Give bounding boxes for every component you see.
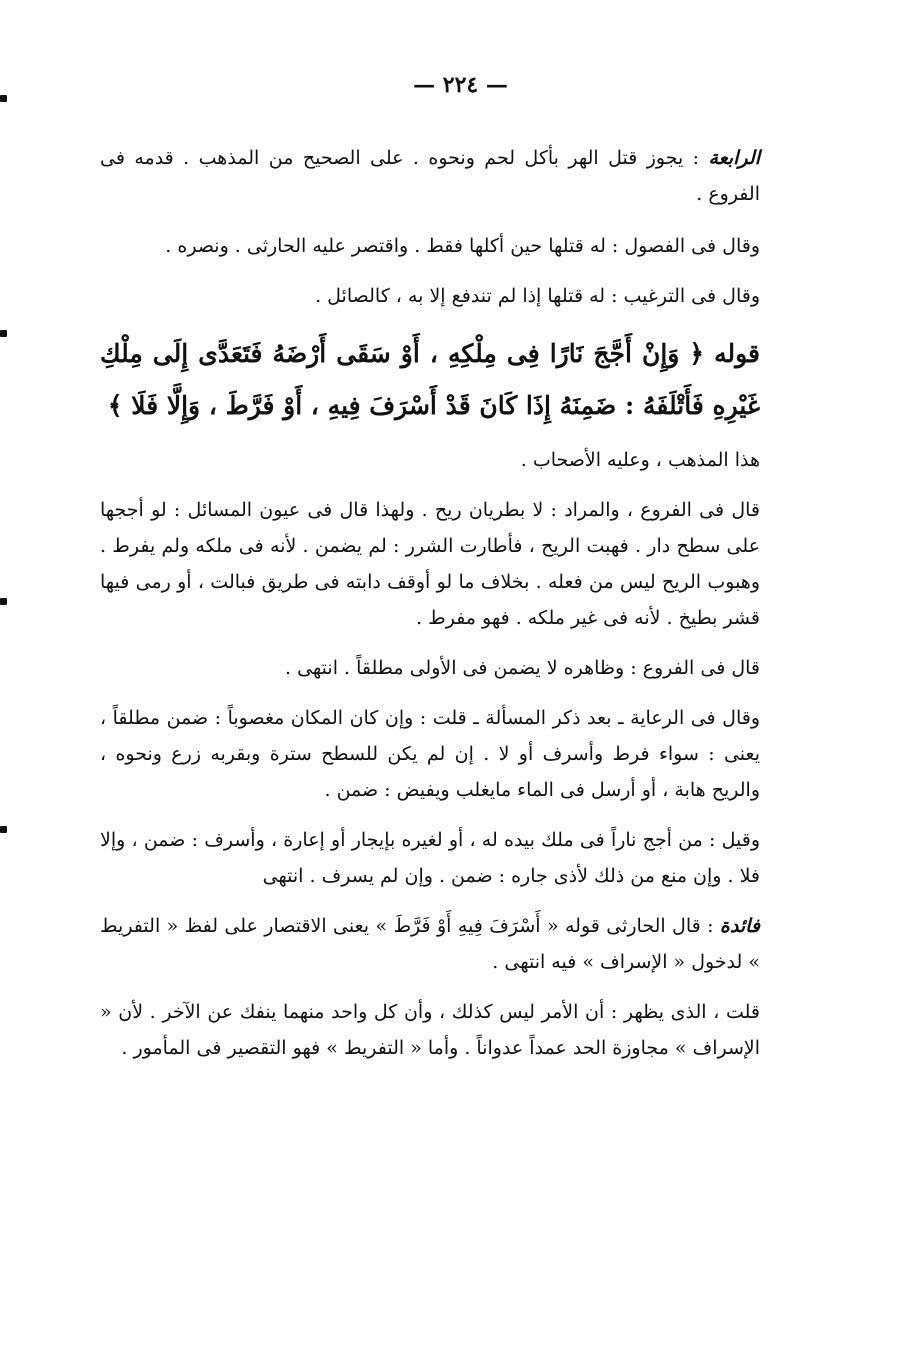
paragraph: قال فى الفروع : وظاهره لا يضمن فى الأولى مطلقاً . انتهى .	[285, 657, 760, 679]
paragraph: وقال فى الفصول : له قتلها حين أكلها فقط . واقتصر عليه الحارثى . ونصره .	[165, 235, 760, 257]
margin-mark	[0, 330, 7, 337]
section-lead-word: الرابعة	[708, 147, 760, 169]
paragraph: قلت ، الذى يظهر : أن الأمر ليس كذلك ، وأن كل واحد منهما ينفك عن الآخر . لأن « الإسراف » مجاوزة الحد عمداً عدواناً . وأما « التفريط » فهو التقصير فى المأمور .	[100, 1001, 760, 1059]
margin-mark	[0, 826, 7, 833]
quoted-text-passage: قوله ﴿ وَإِنْ أَجَّجَ نَارًا فِى مِلْكِهِ ، أَوْ سَقَى أَرْضَهُ فَتَعَدَّى إِلَى مِلْكِ غَيْرِهِ فَأَتْلَفَهُ : ضَمِنَهُ إِذَا كَانَ قَدْ أَسْرَفَ فِيهِ ، أَوْ فَرَّطَ ، وَإِلَّا فَلَا ﴾	[100, 339, 760, 420]
paragraph-text: : يجوز قتل الهر بأكل لحم ونحوه . على الصحيح من المذهب . قدمه فى الفروع .	[100, 147, 760, 205]
paragraph: وقال فى الرعاية ـ بعد ذكر المسألة ـ قلت : وإن كان المكان مغصوباً : ضمن مطلقاً ، يعنى : سواء فرط وأسرف أو لا . إن لم يكن للسطح سترة وبقربه زرع ونحوه ، والريح هابة ، أو أرسل فى الماء مايغلب ويفيض : ضمن .	[100, 707, 760, 801]
margin-mark	[0, 598, 7, 605]
paragraph-text: : قال الحارثى قوله « أَسْرَفَ فِيهِ أَوْ فَرَّطَ » يعنى الاقتصار على لفظ « التفريط » لدخول « الإسراف » فيه انتهى .	[100, 915, 760, 973]
section-lead-word: فائدة	[719, 915, 760, 937]
paragraph	[100, 908, 760, 980]
paragraph: وقال فى الترغيب : له قتلها إذا لم تندفع إلا به ، كالصائل .	[315, 285, 760, 307]
paragraph: قال فى الفروع ، والمراد : لا بطريان ريح . ولهذا قال فى عيون المسائل : لو أججها على سطح دار . فهبت الريح ، فأطارت الشرر : لم يضمن . لأنه فى ملكه ولم يفرط . وهبوب الريح ليس من فعله . بخلاف ما لو أوقف دابته فى طريق فبالت ، أو رمى فيها قشر بطيخ . لأنه فى غير ملكه . فهو مفرط .	[100, 499, 760, 629]
page-number: — ٢٢٤ —	[413, 72, 508, 98]
paragraph	[100, 140, 760, 212]
paragraph: هذا المذهب ، وعليه الأصحاب .	[520, 449, 760, 471]
margin-mark	[0, 95, 7, 102]
page-body	[100, 140, 760, 1080]
paragraph: وقيل : من أجج ناراً فى ملك بيده له ، أو لغيره بإيجار أو إعارة ، وأسرف : ضمن ، وإلا فلا . وإن منع من ذلك لأذى جاره : ضمن . وإن لم يسرف . انتهى	[100, 829, 760, 887]
